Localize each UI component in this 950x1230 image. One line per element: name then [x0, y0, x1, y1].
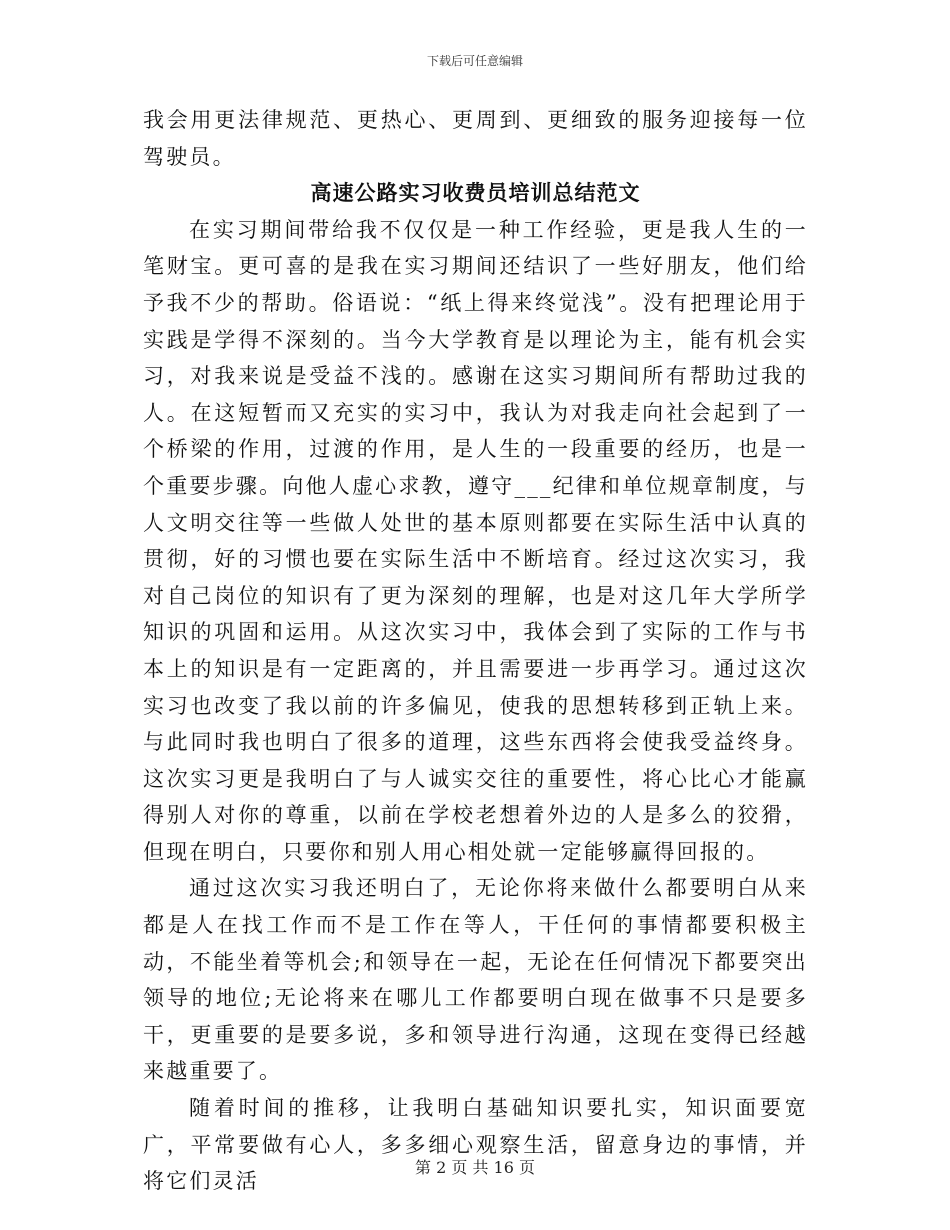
- document-title: 高速公路实习收费员培训总结范文: [310, 180, 641, 206]
- lead-paragraph: 我会用更法律规范、更热心、更周到、更细致的服务迎接每一位驾驶员。: [143, 108, 808, 169]
- body-paragraph-1: 在实习期间带给我不仅仅是一种工作经验，更是我人生的一笔财宝。更可喜的是我在实习期间还结识了一些好朋友，他们给予我不少的帮助。俗语说：“纸上得来终觉浅”。没有把理论用于实践是学得不深刻的。当今大学教育是以理论为主，能有机会实习，对我来说是受益不浅的。感谢在这实习期间所有帮助过我的人。在这短暂而又充实的实习中，我认为对我走向社会起到了一个桥梁的作用，过渡的作用，是人生的一段重要的经历，也是一个重要步骤。向他人虚心求教，遵守___纪律和单位规章制度，与人文明交往等一些做人处世的基本原则都要在实际生活中认真的贯彻，好的习惯也要在实际生活中不断培育。经过这次实习，我对自己岗位的知识有了更为深刻的理解，也是对这几年大学所学知识的巩固和运用。从这次实习中，我体会到了实际的工作与书本上的知识是有一定距离的，并且需要进一步再学习。通过这次实习也改变了我以前的许多偏见，使我的思想转移到正轨上来。与此同时我也明白了很多的道理，这些东西将会使我受益终身。这次实习更是我明白了与人诚实交往的重要性，将心比心才能赢得别人对你的尊重，以前在学校老想着外边的人是多么的狡猾，但现在明白，只要你和别人用心相处就一定能够赢得回报的。: [143, 217, 808, 864]
- page-footer: 第 2 页 共 16 页: [415, 1158, 535, 1177]
- body-paragraph-2: 通过这次实习我还明白了，无论你将来做什么都要明白从来都是人在找工作而不是工作在等人，干任何的事情都要积极主动，不能坐着等机会;和领导在一起，无论在任何情况下都要突出领导的地位;无论将来在哪儿工作都要明白现在做事不只是要多干，更重要的是要多说，多和领导进行沟通，这现在变得已经越来越重要了。: [143, 876, 808, 1084]
- document-body: [143, 102, 808, 1200]
- body-paragraph-3: 随着时间的推移，让我明白基础知识要扎实，知识面要宽广，平常要做有心人，多多细心观察生活，留意身边的事情，并将它们灵活: [143, 1096, 808, 1194]
- page-header: 下载后可任意编辑: [426, 54, 523, 68]
